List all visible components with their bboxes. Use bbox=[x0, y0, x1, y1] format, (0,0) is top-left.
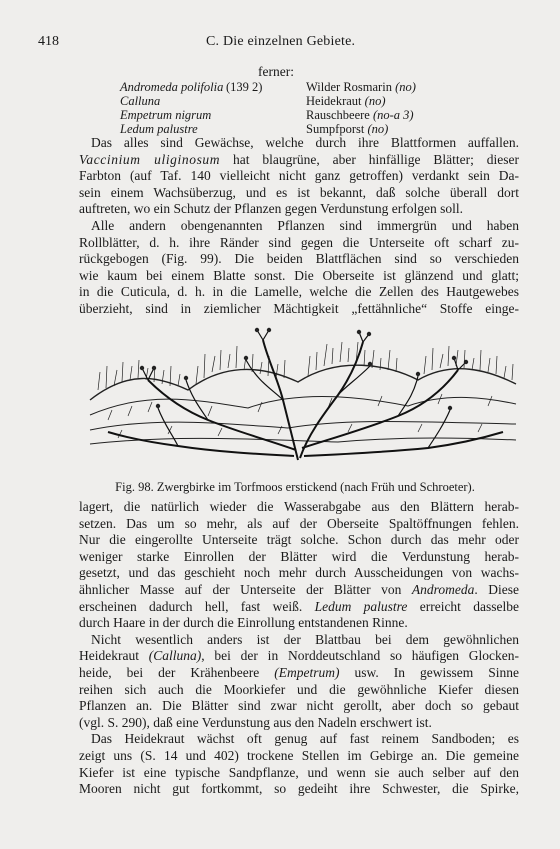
text-line: gesetzt, und das geschieht noch mehr durch Ausscheidungen von wachs- bbox=[79, 565, 519, 581]
text-line: durch Haare in der durch die Einrollung entstandenen Rinne. bbox=[79, 615, 408, 631]
page-number: 418 bbox=[38, 34, 59, 49]
text-line: Nur die eingerollte Unterseite trägt solche. Schon durch das mehr oder bbox=[79, 532, 519, 548]
text-line: Pflanzen an. Die Blätter sind zwar nicht gerollt, aber doch so gebaut bbox=[79, 698, 519, 714]
species-figure-number bbox=[226, 108, 306, 122]
text-line: Das Heidekraut wächst oft genug auf fast reinem Sandboden; es bbox=[91, 731, 519, 747]
species-latin: Andromeda polifolia bbox=[120, 80, 224, 94]
text-line: zeigt uns (S. 14 und 402) trockene Stellen im Gebirge an. Die gemeine bbox=[79, 747, 519, 763]
text-line: rückgebogen (Fig. 99). Die beiden Blattflächen sind so verschieden bbox=[79, 251, 519, 267]
page-header bbox=[38, 34, 522, 52]
species-latin: Ledum palustre bbox=[120, 122, 198, 136]
text-line: Das alles sind Gewächse, welche durch ihre Blattformen auffallen. bbox=[91, 135, 519, 150]
text-line: Kiefer ist eine typische Sandpflanze, und wenn sie auch selber auf den bbox=[79, 764, 519, 780]
species-common: Wilder Rosmarin (no) bbox=[306, 80, 416, 94]
text-line: auftreten, wo ein Schutz der Pflanzen gegen Verdunstung erfolgen soll. bbox=[79, 201, 464, 217]
text-line: Alle andern obengenannten Pflanzen sind immergrün und haben bbox=[91, 217, 519, 233]
species-figure-number bbox=[226, 94, 306, 108]
text-line: weniger starke Einrollen der Blätter wird die Verdunstung herab- bbox=[79, 548, 519, 564]
species-row bbox=[120, 108, 416, 122]
species-common: Heidekraut (no) bbox=[306, 94, 386, 108]
text-line: lagert, die natürlich wieder die Wasserabgabe aus den Blättern herab- bbox=[79, 499, 519, 514]
text-line: reihen sich auch die Moorkiefer und die gewöhnliche Kiefer diesen bbox=[79, 681, 519, 697]
text-line: Farbton (auf Taf. 140 vielleicht nicht ganz getroffen) verdankt sein Da- bbox=[79, 168, 519, 184]
species-common: Sumpfporst (no) bbox=[306, 122, 389, 136]
text-line: (vgl. S. 290), daß eine Verdunstung aus den Nadeln erschwert ist. bbox=[79, 714, 432, 730]
text-line: erscheinen dadurch hell, fast weiß. Ledum palustre erreicht dasselbe bbox=[79, 598, 519, 614]
species-row bbox=[120, 94, 416, 108]
species-latin: Empetrum nigrum bbox=[120, 108, 212, 122]
text-line: Rollblätter, d. h. ihre Ränder sind gegen die Unterseite oft scharf zu- bbox=[79, 234, 519, 250]
species-table bbox=[120, 80, 416, 136]
text-line: in die Cuticula, d. h. in die Lamelle, welche die Zellen des Hautgewebes bbox=[79, 284, 519, 300]
text-line: heide, bei der Krähenbeere (Empetrum) usw. In gewissem Sinne bbox=[79, 664, 519, 680]
body-text-upper bbox=[79, 135, 519, 318]
text-line: sein einem Wachsüberzug, und es ist bekannt, daß solche überall dort bbox=[79, 184, 519, 200]
species-common: Rauschbeere (no-a 3) bbox=[306, 108, 414, 122]
text-line: Heidekraut (Calluna), bei der in Norddeutschland so häufigen Glocken- bbox=[79, 648, 519, 664]
text-line: Nicht wesentlich anders ist der Blattbau bei dem gewöhnlichen bbox=[91, 631, 519, 647]
species-figure-number bbox=[226, 122, 306, 136]
species-latin: Calluna bbox=[120, 94, 161, 108]
text-line: überzieht, sind in ziemlicher Mächtigkeit „fettähnliche“ Stoffe einge- bbox=[79, 300, 519, 316]
text-line: Mooren nicht gut fortkommt, so gedeiht ihre Schwester, die Spirke, bbox=[79, 781, 519, 797]
dwarf-birch-illustration bbox=[88, 320, 518, 470]
text-line: wie kaum bei einem Blatte sonst. Die Oberseite ist glänzend und glatt; bbox=[79, 267, 519, 283]
figure-caption: Fig. 98. Zwergbirke im Torfmoos erstickend (nach Früh und Schroeter). bbox=[115, 480, 475, 494]
species-row bbox=[120, 80, 416, 94]
species-intro: ferner: bbox=[258, 64, 294, 79]
species-figure-number: (139 2) bbox=[226, 80, 263, 94]
text-line: setzen. Das um so mehr, als auf der Oberseite Spaltöffnungen fehlen. bbox=[79, 515, 519, 531]
text-line: Vaccinium uliginosum hat blaugrüne, aber hinfällige Blätter; dieser bbox=[79, 151, 520, 167]
running-title: C. Die einzelnen Gebiete. bbox=[206, 34, 356, 49]
species-row bbox=[120, 122, 416, 136]
text-line: ähnlicher Masse auf der Unterseite der Blätter von Andromeda. Diese bbox=[79, 581, 519, 597]
body-text-lower bbox=[79, 499, 519, 798]
